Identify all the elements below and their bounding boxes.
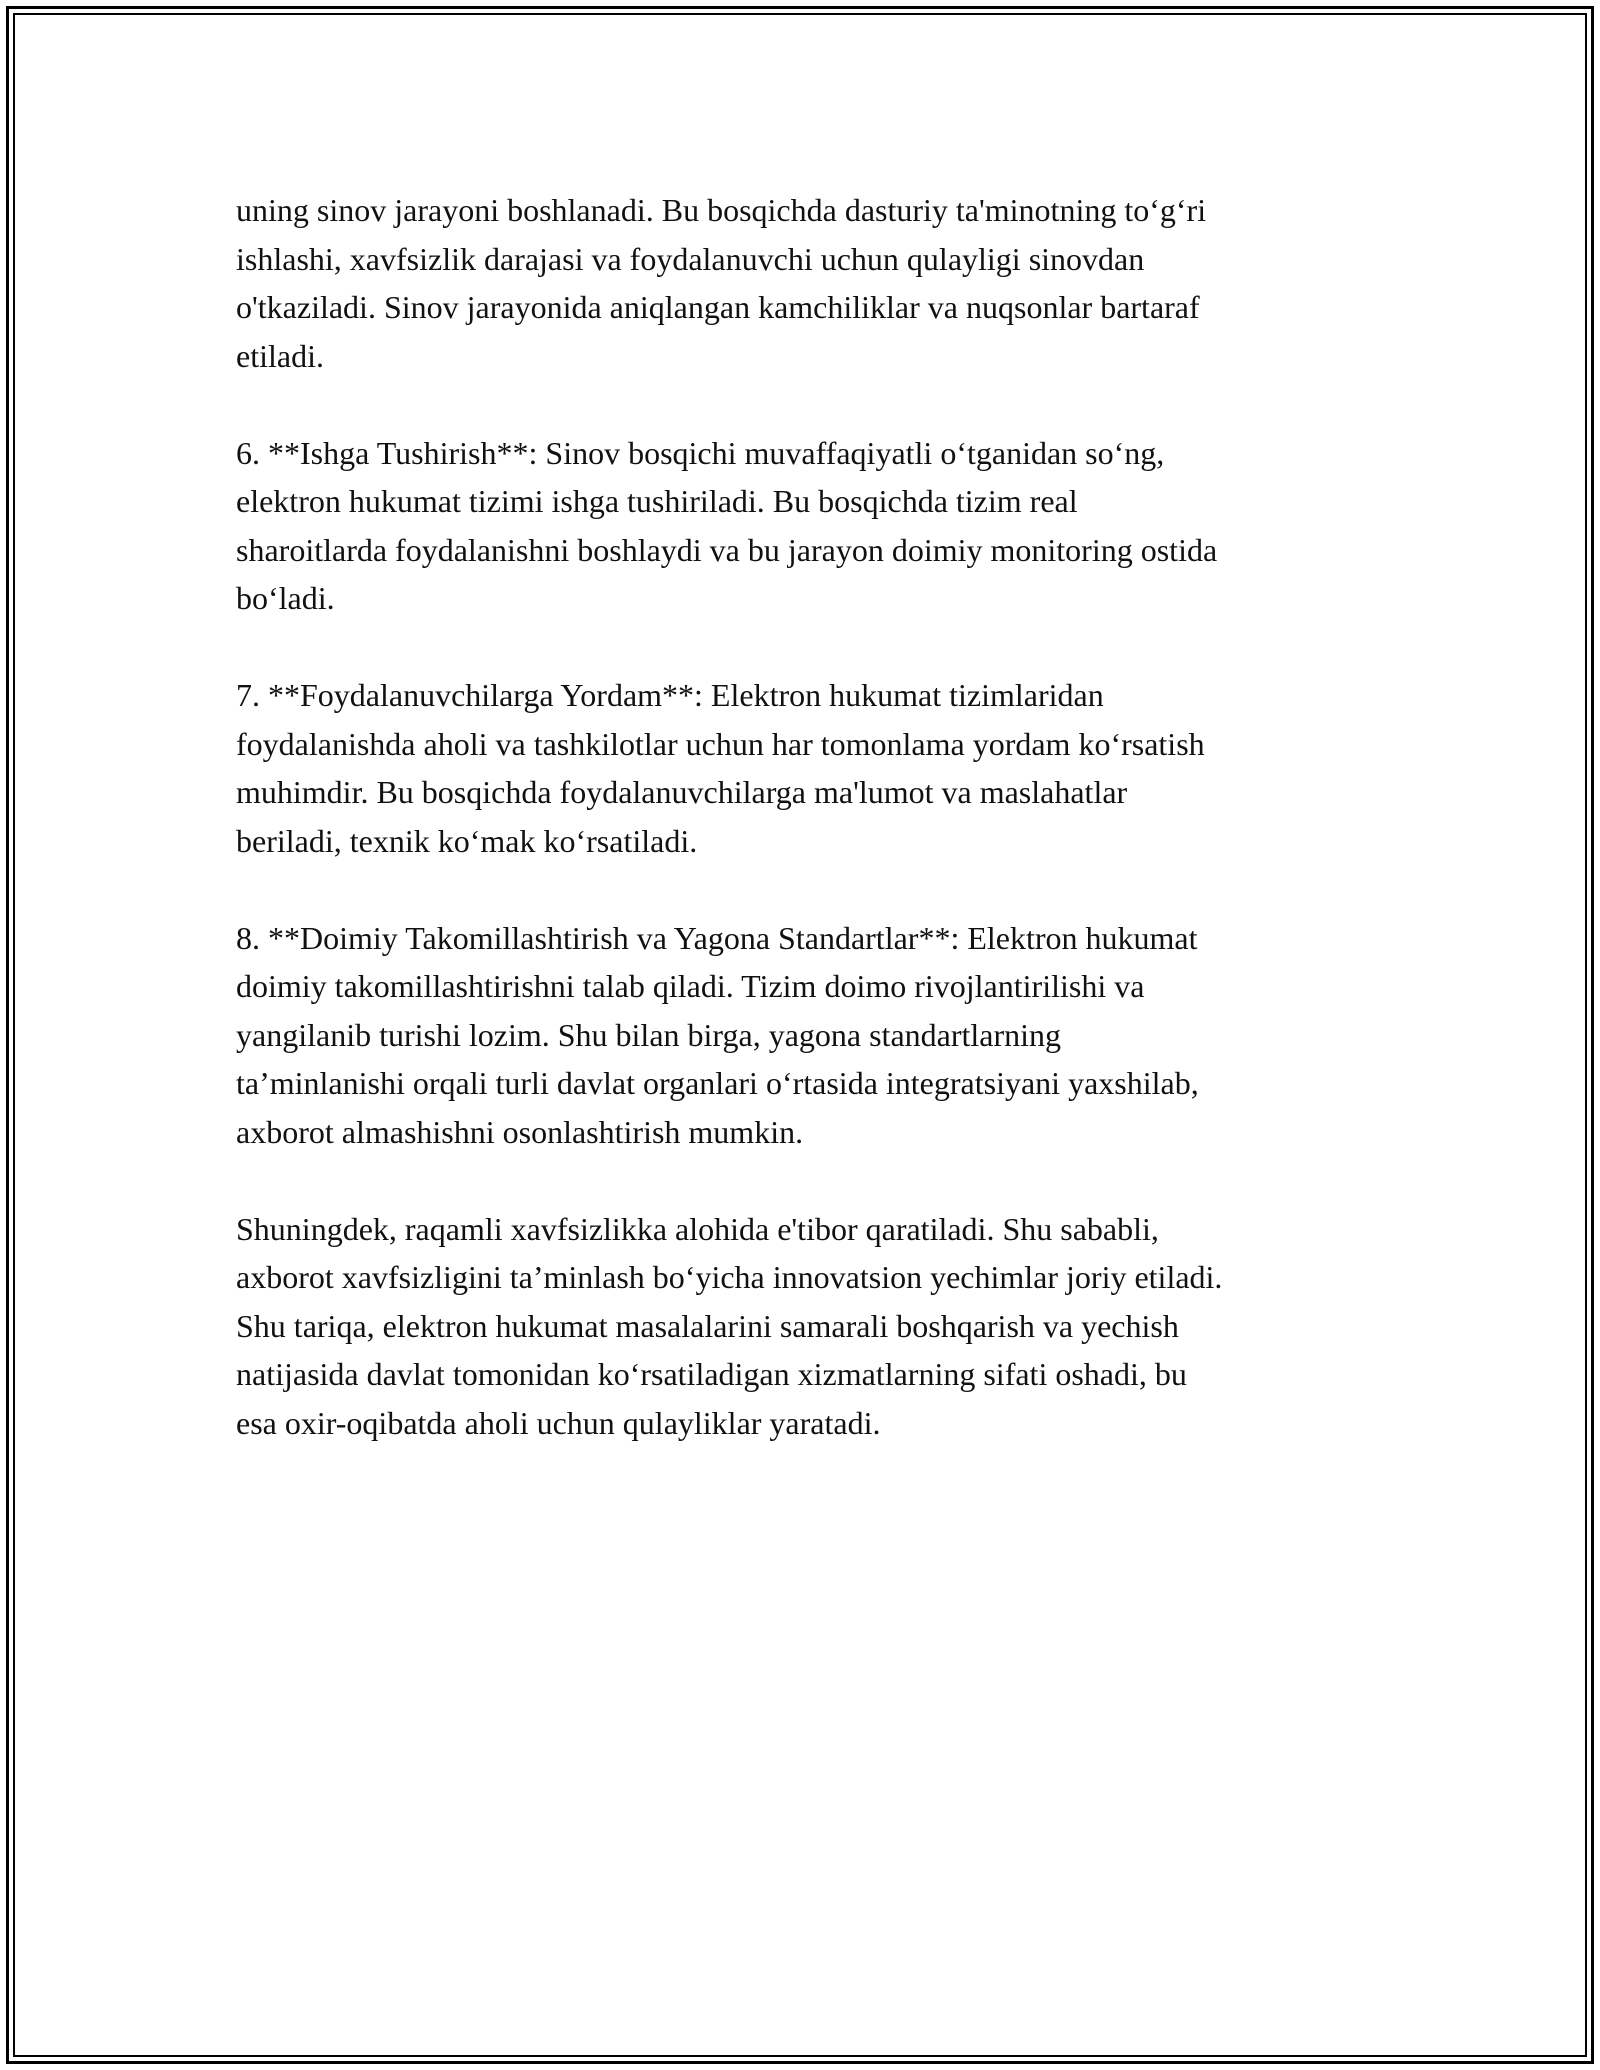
paragraph-continuous-improvement: 8. **Doimiy Takomillashtirish va Yagona Standartlar**: Elektron hukumat doimiy takomillashtirishni talab qiladi. Tizim doimo rivojlantirilishi va yangilanib turishi lozim. Shu bilan birga, yagona standartlarning ta’minlanishi orqali turli davlat organlari o‘rtasida integratsiyani yaxshilab, axborot almashishni osonlashtirish mumkin. bbox=[236, 919, 1199, 1150]
document-body bbox=[236, 186, 1376, 1496]
paragraph-testing-continuation: uning sinov jarayoni boshlanadi. Bu bosqichda dasturiy ta'minotning to‘g‘ri ishlashi, xavfsizlik darajasi va foydalanuvchi uchun qulayligi sinovdan o'tkaziladi. Sinov jarayonida aniqlangan kamchiliklar va nuqsonlar bartaraf etiladi. bbox=[236, 192, 1207, 374]
paragraph-user-support: 7. **Foydalanuvchilarga Yordam**: Elektron hukumat tizimlaridan foydalanishda aholi va tashkilotlar uchun har tomonlama yordam ko‘rsatish muhimdir. Bu bosqichda foydalanuvchilarga ma'lumot va maslahatlar beriladi, texnik ko‘mak ko‘rsatiladi. bbox=[236, 677, 1205, 859]
paragraph-conclusion: Shuningdek, raqamli xavfsizlikka alohida e'tibor qaratiladi. Shu sababli, axborot xavfsizligini ta’minlash bo‘yicha innovatsion yechimlar joriy etiladi. Shu tariqa, elektron hukumat masalalarini samarali boshqarish va yechish natijasida davlat tomonidan ko‘rsatiladigan xizmatlarning sifati oshadi, bu esa oxir-oqibatda aholi uchun qulayliklar yaratadi. bbox=[236, 1210, 1223, 1441]
paragraph-launch: 6. **Ishga Tushirish**: Sinov bosqichi muvaffaqiyatli o‘tganidan so‘ng, elektron hukumat tizimi ishga tushiriladi. Bu bosqichda tizim real sharoitlarda foydalanishni boshlaydi va bu jarayon doimiy monitoring ostida bo‘ladi. bbox=[236, 434, 1218, 616]
